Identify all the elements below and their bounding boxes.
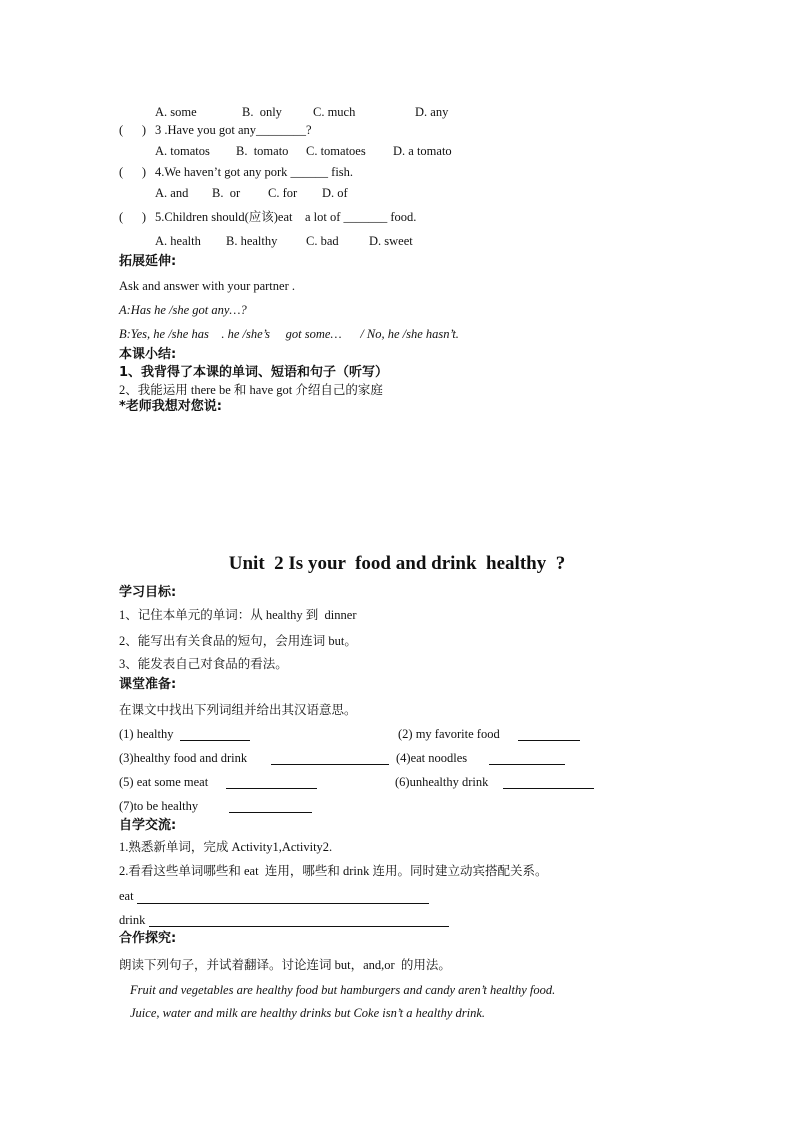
- extend-line-a: A:Has he /she got any…?: [119, 303, 247, 317]
- phrase-6: (6)unhealthy drink: [395, 775, 489, 789]
- teacher-note-heading: *老师我想对您说:: [119, 399, 222, 414]
- summary-item-1: 1、我背得了本课的单词、短语和句子（听写）: [119, 365, 389, 380]
- q5-stem: 5.Children should(应该)eat a lot of _______ food.: [155, 210, 417, 224]
- unit-title: Unit 2 Is your food and drink healthy ?: [228, 553, 566, 574]
- cooperation-heading: 合作探究:: [119, 931, 177, 946]
- q4-option-b: B. or: [212, 186, 241, 200]
- extend-instruction: Ask and answer with your partner .: [119, 279, 295, 293]
- self-study-1: 1.熟悉新单词，完成 Activity1,Activity2.: [119, 840, 333, 854]
- phrase-4: (4)eat noodles: [396, 751, 468, 765]
- answer-line-7[interactable]: [229, 812, 312, 813]
- q4-answer-paren: ( ): [119, 165, 147, 179]
- q4-option-a: A. and: [155, 186, 189, 200]
- drink-answer-line[interactable]: [149, 926, 449, 927]
- prep-instruction: 在课文中找出下列词组并给出其汉语意思。: [119, 703, 357, 717]
- extend-line-b: B:Yes, he /she has . he /she’s got some… / No, he /she hasn’t.: [119, 327, 459, 341]
- goal-2: 2、能写出有关食品的短句，会用连词 but。: [119, 634, 357, 648]
- q3-stem: 3 .Have you got any________?: [155, 123, 312, 137]
- q4-option-c: C. for: [268, 186, 298, 200]
- q3-option-d: D. a tomato: [393, 144, 452, 158]
- q5-answer-paren: ( ): [119, 210, 147, 224]
- phrase-7: (7)to be healthy: [119, 799, 199, 813]
- answer-line-1[interactable]: [180, 740, 250, 741]
- q4-stem: 4.We haven’t got any pork ______ fish.: [155, 165, 354, 179]
- q3-option-c: C. tomatoes: [306, 144, 366, 158]
- cooperation-instruction: 朗读下列句子，并试着翻译。讨论连词 but，and,or 的用法。: [119, 958, 451, 972]
- extend-heading: 拓展延伸:: [119, 254, 177, 269]
- answer-line-5[interactable]: [226, 788, 317, 789]
- phrase-5: (5) eat some meat: [119, 775, 209, 789]
- prep-heading: 课堂准备:: [119, 677, 177, 692]
- phrase-2: (2) my favorite food: [398, 727, 500, 741]
- q5-option-a: A. health: [155, 234, 201, 248]
- q3-answer-paren: ( ): [119, 123, 147, 137]
- phrase-3: (3)healthy food and drink: [119, 751, 248, 765]
- answer-line-3[interactable]: [271, 764, 389, 765]
- q5-option-d: D. sweet: [369, 234, 413, 248]
- q3-option-a: A. tomatos: [155, 144, 210, 158]
- summary-heading: 本课小结:: [119, 347, 177, 362]
- q5-option-b: B. healthy: [226, 234, 278, 248]
- answer-line-4[interactable]: [489, 764, 565, 765]
- example-sentence-2: Juice, water and milk are healthy drinks but Coke isn’t a healthy drink.: [130, 1006, 486, 1020]
- q5-option-c: C. bad: [306, 234, 339, 248]
- summary-item-2: 2、我能运用 there be 和 have got 介绍自己的家庭: [119, 383, 383, 397]
- goal-3: 3、能发表自己对食品的看法。: [119, 657, 288, 671]
- self-study-2: 2.看看这些单词哪些和 eat 连用，哪些和 drink 连用。同时建立动宾搭配关系。: [119, 864, 548, 878]
- q2-option-d: D. any: [415, 105, 449, 119]
- eat-label: eat: [119, 889, 134, 903]
- q2-option-b: B. only: [242, 105, 282, 119]
- self-study-heading: 自学交流:: [119, 818, 177, 833]
- q2-option-a: A. some: [155, 105, 197, 119]
- answer-line-2[interactable]: [518, 740, 580, 741]
- drink-label: drink: [119, 913, 146, 927]
- goals-heading: 学习目标:: [119, 585, 177, 600]
- goal-1: 1、记住本单元的单词：从 healthy 到 dinner: [119, 608, 357, 622]
- q3-option-b: B. tomato: [236, 144, 289, 158]
- eat-answer-line[interactable]: [137, 903, 429, 904]
- example-sentence-1: Fruit and vegetables are healthy food but hamburgers and candy aren’t healthy food.: [130, 983, 556, 997]
- phrase-1: (1) healthy: [119, 727, 174, 741]
- q4-option-d: D. of: [322, 186, 348, 200]
- answer-line-6[interactable]: [503, 788, 594, 789]
- q2-option-c: C. much: [313, 105, 356, 119]
